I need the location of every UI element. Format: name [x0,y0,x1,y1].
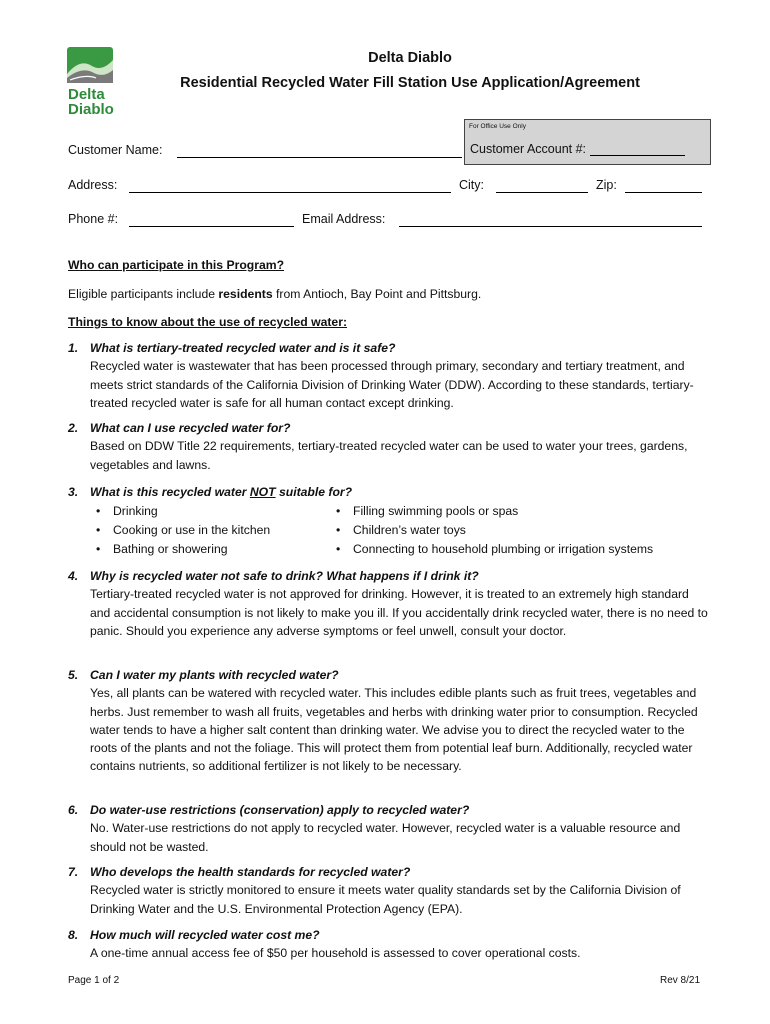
phone-label: Phone #: [68,212,119,226]
zip-field[interactable] [625,192,702,193]
question-6: 6. Do water-use restrictions (conservation) apply to recycled water? No. Water-use restrictions do not apply to recycled water. However, recycled water is a valuable resource and should not be wasted. [68,803,681,854]
page-number: Page 1 of 2 [68,975,120,986]
participate-heading: Who can participate in this Program? [68,258,285,272]
customer-name-field[interactable] [177,157,462,158]
list-item: • Filling swimming pools or spas [353,502,518,520]
zip-label: Zip: [596,178,617,192]
address-field[interactable] [129,192,451,193]
office-use-box [464,119,711,165]
list-item: • Children’s water toys [353,521,466,539]
things-heading: Things to know about the use of recycled water: [68,315,347,329]
logo-text-diablo: Diablo [68,101,114,116]
delta-diablo-logo [66,46,114,116]
office-use-label: For Office Use Only [469,123,526,130]
eligibility-text: Eligible participants include residents from Antioch, Bay Point and Pittsburg. [68,287,482,301]
email-label: Email Address: [302,212,386,226]
question-5: 5. Can I water my plants with recycled water? Yes, all plants can be watered with recycled water. This includes edible plants such as fruit trees, vegetables and herbs. Just remember to wash all fruits, vegetables and herbs with drinking water prior to consumption. Recycled water tends to have a higher salt content than drinking water. We advise you to direct the recycled water to the roots of the plants and not the foliage. This will protect them from potential leaf burn. Additionally, recycled water contains nutrients, so additional fertilizer is not likely to be necessary. [68,668,698,774]
question-8: 8. How much will recycled water cost me? A one-time annual access fee of $50 per household is assessed to cover operational costs. [68,928,581,961]
list-item: • Connecting to household plumbing or irrigation systems [353,540,653,558]
page-subtitle: Residential Recycled Water Fill Station Use Application/Agreement [180,75,640,91]
question-4: 4. Why is recycled water not safe to drink? What happens if I drink it? Tertiary-treated recycled water is not approved for drinking. However, it is treated to an extremely high standard and accidental consumption is not likely to make you ill. If you accidentally drink recycled water, there is no need to panic. Should you experience any adverse symptoms or feel unwell, consult your doctor. [68,569,708,638]
list-item: • Cooking or use in the kitchen [113,521,270,539]
city-field[interactable] [496,192,588,193]
logo-text-delta: Delta [68,86,105,103]
customer-name-label: Customer Name: [68,143,163,157]
revision-label: Rev 8/21 [660,975,701,986]
customer-account-label: Customer Account #: [470,142,587,156]
question-7: 7. Who develops the health standards for recycled water? Recycled water is strictly monitored to ensure it meets water quality standards set by the California Division of Drinking Water and the U.S. Environmental Protection Agency (EPA). [68,865,681,916]
city-label: City: [459,178,484,192]
page-title: Delta Diablo [368,50,452,66]
list-item: • Bathing or showering [113,540,228,558]
question-2: 2. What can I use recycled water for? Based on DDW Title 22 requirements, tertiary-treated recycled water can be used to water your trees, gardens, vegetables and lawns. [68,421,688,472]
email-field[interactable] [399,226,702,227]
address-label: Address: [68,178,118,192]
phone-field[interactable] [129,226,294,227]
list-item: • Drinking [113,502,158,520]
customer-account-field[interactable] [590,143,685,156]
question-3: 3. What is this recycled water NOT suitable for? [68,485,353,499]
question-1: 1. What is tertiary-treated recycled water and is it safe? Recycled water is wastewater that has been processed through primary, secondary and tertiary treatment, and meets strict standards of the California Division of Drinking Water (DDW). According to these standards, tertiary-treated recycled water is safe for all human contact except drinking. [68,341,694,410]
